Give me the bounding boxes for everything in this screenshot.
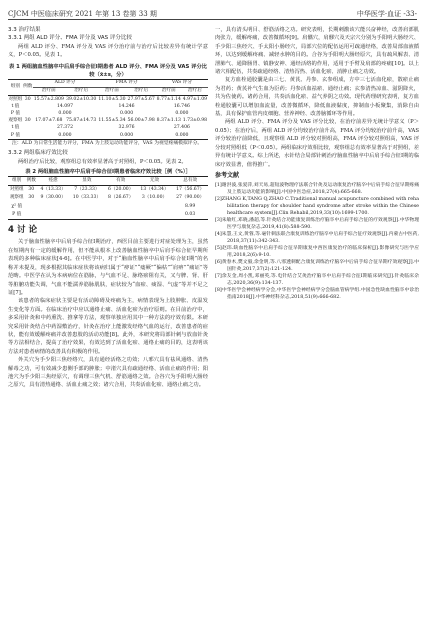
paragraph: 两组 ALD 评分、FMA 评分及 VAS 评分治疗前与治疗后比较差异有统计学意义，P＜0.05。见表 1。 [8, 43, 208, 59]
table-row [8, 186, 208, 195]
table-header: 组别 [12, 178, 22, 184]
reference-item: [3]朱敏红,邓晓,潘超,等.针灸结合功能康复训练治疗脑卒中后肩手综合征的疗效观察[J].中华物理医学与康复杂志,2019,41(8):588-590. [215, 218, 419, 231]
journal-title: CJCM 中医临床研究 2021 年第 13 卷第 33 期 [8, 10, 157, 18]
table-header: 治疗前 [105, 88, 119, 94]
table-cell: P 值 [10, 132, 20, 138]
references-heading: 参考文献 [215, 171, 240, 179]
table-cell: 39.02±10.30 [66, 96, 97, 102]
table-header: 治疗前 [161, 88, 176, 94]
table-cell: 8.37±1.13 [156, 118, 181, 124]
table-header: 例数 [23, 84, 33, 90]
table-cell: 0.000 [175, 132, 189, 138]
table-cell: t 值 [11, 125, 20, 131]
table-row [8, 211, 208, 220]
table-cell: 观察组 [9, 195, 24, 201]
table-cell: 1.73±0.98 [182, 118, 208, 124]
table-1 [8, 79, 208, 141]
table-cell: 0.000 [119, 132, 134, 138]
table-1-caption: 表 1 两组脑血性脑卒中后肩手综合征Ⅰ期患者 ALD 评分、FMA 评分及 VAS 评分比较（x̄±s，分） [8, 63, 208, 78]
table-cell: 8.77±1.14 [156, 96, 181, 102]
table-cell: 30 [24, 96, 31, 102]
table-cell: 14.097 [56, 103, 74, 109]
table-cell: 30 [28, 187, 35, 193]
table-cell: 8（26.67） [108, 195, 134, 201]
paragraph: 复方血栓通胶囊是由三七、黄芪、丹参、玄参组成，方中三七活血化瘀，散瘀止痛为君药；黄芪补气生血为臣药；丹参活血祛瘀、通经止痛；玄参清热凉血、滋阴降火，共为佐使药。诸药合用，共奏活血化瘀、益气养阴之功效。现代药理研究表明，复方血栓通胶囊可以增加血流量，改善微循环，降低血液黏度，抑制血小板聚集，消除自由基，具有保护血管内皮细胞、营养神经、改善脑循环等作用。 [215, 77, 419, 118]
table-header: 有效 [116, 178, 126, 184]
reference-item: [4]朱慧,王文,黄蓉,等.毫针刺法联合康复训练治疗脑卒中后肩手综合征疗效观察[J].内蒙古中医药,2018,37(11):342-343. [215, 232, 419, 245]
table-cell: 27.372 [56, 125, 74, 131]
reference-item: [2]ZHANG K,TANG Q,ZHAO C.Traditional manual acupuncture combined with rehabilitation therapy for shoulder hand syndrome after stroke within the Chinese healthcare system[J].Clin Rehabil,2019,33(10):1699-1700. [215, 197, 419, 217]
table-cell: 30 [24, 118, 31, 124]
table-header: 治疗后 [74, 88, 89, 94]
paragraph: 关于脑血性脑卒中后肩手综合征Ⅰ期治疗，西医目前主要进行对症处理为主，虽然在短期内有一定的缓解作用，但不能从根本上改善脑血性脑卒中后肩手综合征早期所表现的多种临床症状[4-6]。在中医学中，对于“脑血性脑卒中后肩手综合征Ⅰ期”的名称并未提及，现多根据其临床症状将该病归属于“痹证”“痿厥”“偏枯”“肩痹”“痛证”等范畴。中医学在认为本病病位在筋脉，与气血不足、脉络瘀阻有关，又与脾、肾、肝等脏腑功能失调，气血不能濡养筋脉肌肤，症状较为“血瘀、痰湿、气虚”等并不足之证[7]。 [8, 239, 208, 296]
reference-item: [8]中华医学会神经病学分会,中华医学会神经病学分会脑血管病学组.中国急性缺血性脑卒中诊治指南2018[J].中华神经科杂志,2018,51(9):666-682. [215, 288, 419, 301]
table-cell: 对照组 [9, 187, 24, 193]
section-heading: 3.3 治疗结果 [8, 27, 41, 33]
paragraph: 该患者的临床症状主要是有活动障碍及疼痛为主，病情表现为上肢肿胀、皮温发生变化等方面。在临床治疗中应以通络止痛、活血化瘀为治疗原则。在目前治疗中，多采用针灸和中药熏洗、推拿等方法，观察单独应用其中一种方法的疗效有限。本研究采用针灸结合中药湿敷治疗，针灸在治疗上能激发经络气血的运行，改善患者的症状，能有效缓解疼痛并改善患肢的活动功能[8]。此外，本研究将局部针刺与放血针灸等方法相结合，提高了治疗效果，有效达到了活血化瘀、通络止痛的目的，这表明该方法对患者病情的改善具有积极的作用。 [8, 298, 208, 355]
page-number: 中华医学·血证 -33- [356, 10, 417, 18]
table-header: 无效 [149, 178, 160, 184]
section-heading: 4 讨 论 [8, 225, 38, 236]
table-cell: χ² 值 [11, 203, 23, 209]
table-cell: 8.99 [185, 203, 196, 209]
subsection-heading: 3.3.2 两组临床疗效比较 [8, 150, 68, 157]
table-cell: 11.55±5.34 [98, 118, 126, 124]
table-cell: 27.406 [173, 125, 190, 131]
table-cell: 0.000 [175, 110, 189, 116]
table-header: 显效 [82, 178, 92, 184]
table-cell: 0.000 [119, 110, 134, 116]
table-2 [8, 176, 208, 220]
table-cell: 11.10±5.30 [98, 96, 126, 102]
table-header: VAS 评分 [156, 79, 208, 87]
reference-item: [1]谢洪波,张爱萍,刘天易,超短波物理疗法联合针灸及运动康复治疗脑卒中后肩手综合征早期疼痛及上肢运动功能的影响[J].中国中医急症,2018,27(4):665-668. [215, 183, 419, 196]
table-cell: 0.000 [58, 132, 72, 138]
table-1-note: 注：ALD 为日常生活能力评分，FMA 为上肢运动功能评分，VAS 为视觉疼痛模拟评分。 [12, 141, 203, 147]
paragraph: 两组 ALD 评分、FMA 评分及 VAS 评分比较，在治疗前差异无统计学意义（P＞0.05）；在治疗后，两组 ALD 评分均较治疗前升高，FMA 评分均较治疗前升高，VAS 评分较治疗前降低，且观察组 ALD 评分较对照组高，FMA 评分较对照组高，VAS 评分较对照组低（P＜0.05）。两组临床疗效相比较，观察组总有效率显著高于对照组，差异有统计学意义。综上所述，水针结合局部针刺治疗脑血性脑卒中后肩手综合征Ⅰ期的临床疗效显著，值得推广。 [215, 119, 419, 168]
table-header: 总有效 [183, 178, 198, 184]
paragraph: 两组治疗后比较，观察组总有效率显著高于对照组，P＜0.05。见表 2。 [18, 158, 187, 165]
header-rule [8, 19, 417, 20]
table-cell: 0.03 [185, 211, 196, 217]
table-cell: 13（43.34） [140, 187, 169, 193]
table-cell: 0.000 [58, 110, 72, 116]
reference-item: [6]黄春木,樊文毅,余金明,等.八邪透刺配合康复训练治疗脑卒中后肩手综合征早期疗效观察[J].中国针灸,2017,37(2):121-124. [215, 260, 419, 273]
table-cell: 6（20.00） [108, 187, 134, 193]
table-cell: 4.97±1.09 [182, 96, 208, 102]
table-cell: P 值 [10, 110, 20, 116]
table-row [8, 110, 208, 117]
table-cell: 27.97±5.67 [127, 96, 155, 102]
table-cell: 对照组 [8, 96, 23, 102]
table-cell: 3（10.00） [141, 195, 168, 201]
table-row [8, 125, 208, 132]
table-row [8, 118, 208, 125]
table-cell: 观察组 [8, 118, 23, 124]
table-cell: 9（30.00） [40, 195, 66, 201]
table-cell: 7（23.33） [74, 187, 100, 193]
table-header: ALD 评分 [33, 79, 98, 87]
table-header: 治疗前 [41, 88, 56, 94]
table-header: 例数 [26, 178, 36, 184]
table-cell: 15.57±2.809 [33, 96, 64, 102]
table-cell: 4（13.33） [40, 187, 66, 193]
paragraph: 外关穴为手少阳三焦经络穴，具有通经活络之功效；八邪穴具有祛风通络、清热解毒之功，可有效减少患侧手部的肿胀；中渚穴具有疏通经络、活血止痛的作用；阳池穴为手少阳三焦经原穴，有调理三焦气机、舒筋通络之效。合谷穴为手阳明大肠经之原穴，具有清热通络、活血止痛之效；诸穴合用，共奏活血化瘀、通络止痛之功。 [8, 357, 208, 389]
subsection-heading: 3.3.1 两组 ALD 评分、FMA 评分及 VAS 评分比较 [8, 35, 132, 42]
paragraph: 一，具有清头明目、舒筋活络之功。研究表明，长期刺激该穴能兴奋神经，改善肩部肌肉张力，缓解疼痛，改善微循环[9]。肩髃穴，肩髎穴及天宗穴分别为手阳明大肠经穴、手少阳三焦经穴、手太阳小肠经穴，局部穴位的配伍运用可疏通经络，改善局部血液循环，以达到缓解疼痛、减轻水肿的目的。合谷为手阳明大肠经原穴，具有疏风解表、清泄肺气、通降肠胃、镇静安神、通经活络的作用，适用于手臂及肩部的疼痛[10]。以上诸穴相配伍，共奏疏通经络、清热泻热、活血化瘀、消肿止痛之功效。 [215, 27, 419, 76]
table-cell: 10（33.33） [72, 195, 101, 201]
table-header: 组别 [10, 84, 20, 90]
table-header: 治疗后 [188, 88, 202, 94]
reference-item: [7]余友金,周小凯,邓丽英,等.电针结合艾灸治疗脑卒中后肩手综合征Ⅰ期临床研究[J].针灸临床杂志,2020,36(9):134-137. [215, 274, 419, 287]
table-cell: 14.246 [118, 103, 135, 109]
table-cell: 17.07±7.68 [35, 118, 63, 124]
table-cell: 27（90.00） [176, 195, 205, 201]
table-row [8, 96, 208, 104]
table-row [8, 132, 208, 140]
table-cell: 32.976 [118, 125, 135, 131]
table-header: 治疗后 [134, 88, 149, 94]
table-row [8, 203, 208, 211]
table-cell: P 值 [12, 211, 22, 217]
table-header: FMA 评分 [97, 79, 155, 87]
table-row [8, 194, 208, 202]
table-cell: t 值 [11, 103, 20, 109]
table-cell: 56.00±7.98 [127, 118, 155, 124]
table-cell: 16.746 [173, 103, 190, 109]
page-header [0, 0, 427, 22]
table-cell: 75.87±14.73 [66, 118, 97, 124]
left-column [8, 26, 208, 390]
reference-list [215, 182, 419, 301]
table-2-caption: 表 2 两组脑血性脑卒中后肩手综合征Ⅰ期患者临床疗效比较［例（%）］ [25, 169, 191, 176]
table-cell: 17（56.67） [176, 187, 205, 193]
table-cell: 30 [28, 195, 35, 201]
table-row [8, 103, 208, 110]
table-header: 痊愈 [48, 178, 58, 184]
right-column [215, 26, 419, 301]
reference-item: [5]赵玮.缺血性脑卒中后肩手综合征早期康复中西医康复治疗的临床探析[J].影像研究与医学应用,2018,2(6):9-10. [215, 246, 419, 259]
